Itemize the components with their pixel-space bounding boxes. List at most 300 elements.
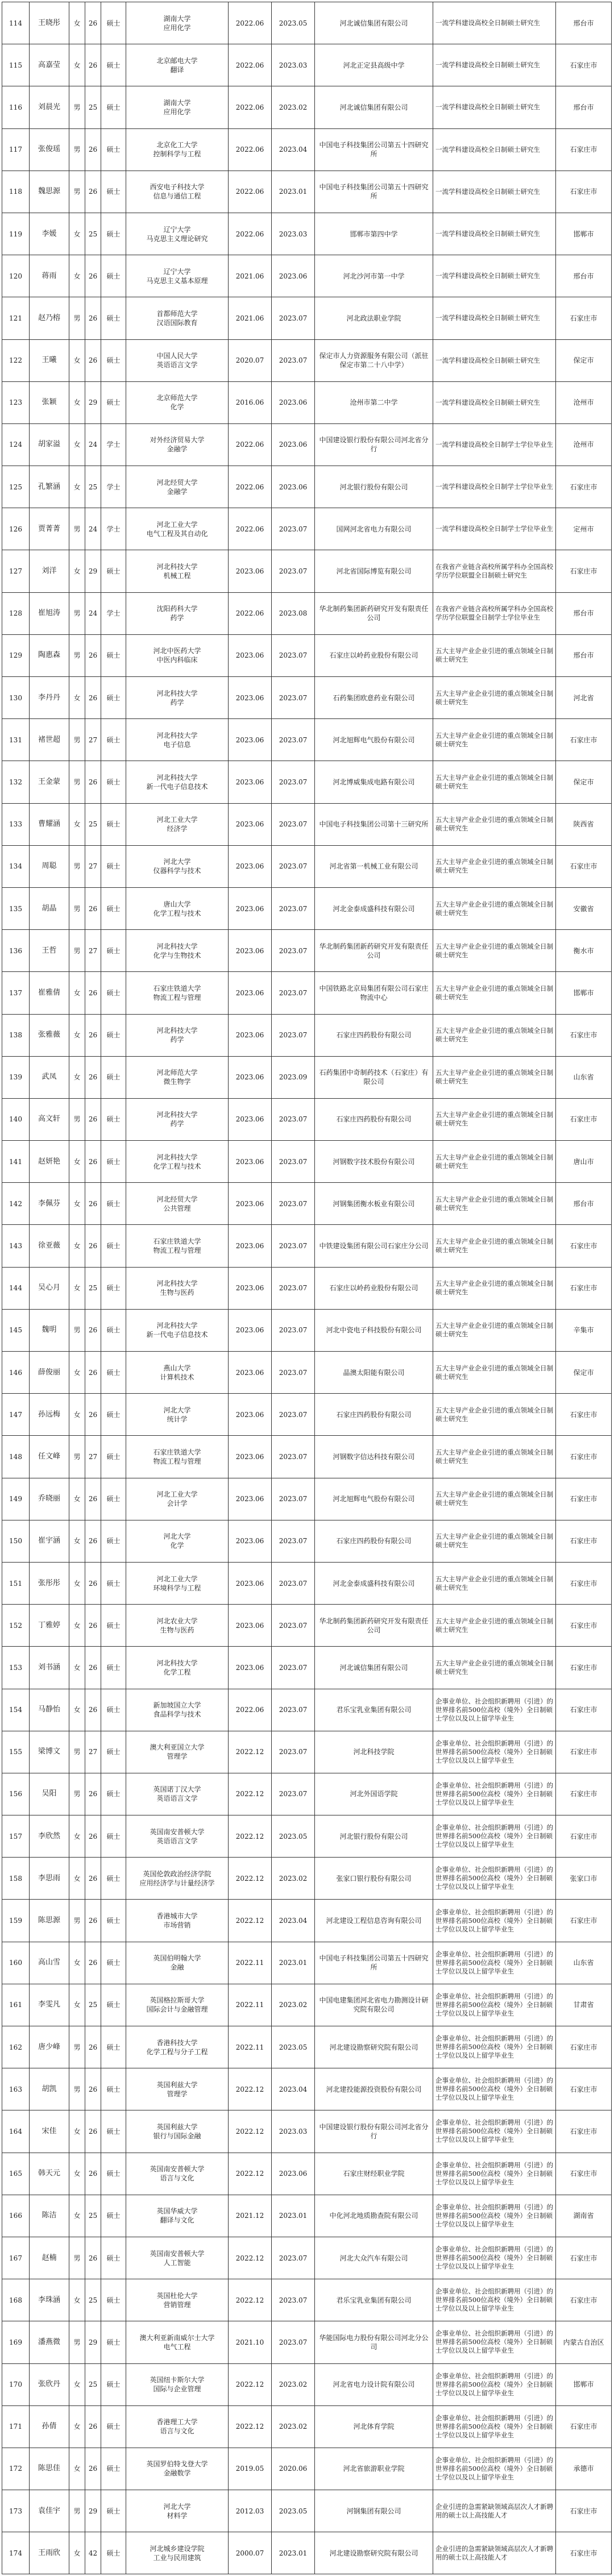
graduation-date: 2022.06 — [229, 128, 272, 171]
degree: 硕士 — [101, 1520, 126, 1562]
row-index: 131 — [2, 719, 30, 761]
talent-category: 五大主导产业企业引进的重点领域全日制硕士研究生 — [433, 1520, 556, 1562]
talent-category: 五大主导产业企业引进的重点领域全日制硕士研究生 — [433, 1309, 556, 1351]
degree: 硕士 — [101, 887, 126, 929]
employer: 君乐宝乳业集团有限公司 — [315, 1689, 433, 1731]
talent-category: 一流学科建设高校全日制硕士研究生 — [433, 171, 556, 213]
employer: 河北建设勘察研究院有限公司 — [315, 2532, 433, 2574]
employer: 华北制药集团新药研究开发有限责任公司 — [315, 592, 433, 634]
talent-category: 企事业单位、社会组织新聘用（引进）的世界排名前500位高校（境外）全日制硕士学位以及以上留学毕业生 — [433, 1858, 556, 1900]
age: 26 — [85, 2405, 101, 2448]
origin-place: 邯郸市 — [556, 972, 612, 1014]
degree: 学士 — [101, 592, 126, 634]
person-name: 李媛 — [30, 213, 69, 255]
table-row — [2, 508, 612, 550]
row-index: 125 — [2, 466, 30, 508]
gender: 女 — [69, 1562, 85, 1604]
person-name: 袁佳宇 — [30, 2490, 69, 2532]
age: 27 — [85, 1731, 101, 1773]
hire-date: 2023.07 — [272, 1309, 315, 1351]
gender: 男 — [69, 1436, 85, 1478]
graduation-date: 2023.06 — [229, 887, 272, 929]
gender: 女 — [69, 1225, 85, 1267]
degree: 硕士 — [101, 1141, 126, 1183]
gender: 男 — [69, 2321, 85, 2363]
employer: 河北大众汽车有限公司 — [315, 2237, 433, 2279]
age: 26 — [85, 2448, 101, 2490]
gender: 女 — [69, 1014, 85, 1056]
table-row — [2, 1436, 612, 1478]
school-major: 英国伯明翰大学 金融 — [126, 1942, 229, 1984]
degree: 硕士 — [101, 2279, 126, 2321]
table-row — [2, 2405, 612, 2448]
degree: 硕士 — [101, 1394, 126, 1436]
row-index: 129 — [2, 634, 30, 676]
graduation-date: 2023.06 — [229, 550, 272, 592]
school-major: 英国南安普顿大学 英语语言文学 — [126, 1815, 229, 1858]
school-major: 河北科技大学 生物与医药 — [126, 1267, 229, 1309]
school-major: 首都师范大学 汉语国际教育 — [126, 297, 229, 339]
age: 26 — [85, 1562, 101, 1604]
age: 26 — [85, 1056, 101, 1098]
employer: 河北建设工程信息咨询有限公司 — [315, 1900, 433, 1942]
degree: 硕士 — [101, 2195, 126, 2237]
gender: 男 — [69, 508, 85, 550]
degree: 硕士 — [101, 1183, 126, 1225]
employer: 河北旭辉电气股份有限公司 — [315, 719, 433, 761]
graduation-date: 2022.12 — [229, 1858, 272, 1900]
table-row — [2, 1014, 612, 1056]
age: 26 — [85, 171, 101, 213]
hire-date: 2023.01 — [272, 2195, 315, 2237]
degree: 硕士 — [101, 2448, 126, 2490]
degree: 学士 — [101, 508, 126, 550]
school-major: 河北工业大学 会计学 — [126, 1478, 229, 1520]
talent-category: 一流学科建设高校全日制学士学位毕业生 — [433, 423, 556, 466]
gender: 男 — [69, 171, 85, 213]
graduation-date: 2022.06 — [229, 171, 272, 213]
hire-date: 2023.07 — [272, 508, 315, 550]
hire-date: 2023.07 — [272, 1225, 315, 1267]
school-major: 英国华威大学 翻译与文化 — [126, 2195, 229, 2237]
employer: 华北制药集团新药研究开发有限责任公司 — [315, 930, 433, 972]
person-name: 张欣丹 — [30, 2363, 69, 2405]
hire-date: 2023.07 — [272, 887, 315, 929]
talent-category: 一流学科建设高校全日制硕士研究生 — [433, 2, 556, 44]
origin-place: 石家庄市 — [556, 2237, 612, 2279]
school-major: 英国杜伦大学 营销管理 — [126, 2279, 229, 2321]
age: 25 — [85, 213, 101, 255]
graduation-date: 2021.10 — [229, 2321, 272, 2363]
degree: 硕士 — [101, 1858, 126, 1900]
hire-date: 2023.02 — [272, 1858, 315, 1900]
table-row — [2, 2279, 612, 2321]
origin-place: 石家庄市 — [556, 1267, 612, 1309]
hire-date: 2023.07 — [272, 1731, 315, 1773]
person-name: 蒋雨 — [30, 255, 69, 297]
degree: 硕士 — [101, 634, 126, 676]
talent-category: 一流学科建设高校全日制学士学位毕业生 — [433, 508, 556, 550]
gender: 女 — [69, 381, 85, 423]
school-major: 英国南安普顿大学 人工智能 — [126, 2237, 229, 2279]
talent-category: 五大主导产业企业引进的重点领域全日制硕士研究生 — [433, 1141, 556, 1183]
table-row — [2, 845, 612, 887]
talent-category: 企事业单位、社会组织新聘用（引进）的世界排名前500位高校（境外）全日制硕士学位以及以上留学毕业生 — [433, 1900, 556, 1942]
origin-place: 石家庄市 — [556, 128, 612, 171]
school-major: 河北科技大学 药学 — [126, 1098, 229, 1140]
hire-date: 2023.04 — [272, 2068, 315, 2110]
row-index: 163 — [2, 2068, 30, 2110]
employer: 河北建投能源投资股份有限公司 — [315, 2068, 433, 2110]
table-row — [2, 2532, 612, 2574]
degree: 硕士 — [101, 761, 126, 803]
gender: 女 — [69, 972, 85, 1014]
age: 26 — [85, 2026, 101, 2068]
gender: 女 — [69, 803, 85, 845]
age: 26 — [85, 1647, 101, 1689]
age: 25 — [85, 803, 101, 845]
employer: 河北金泰成盛科技有限公司 — [315, 1562, 433, 1604]
talent-category: 五大主导产业企业引进的重点领域全日制硕士研究生 — [433, 1352, 556, 1394]
graduation-date: 2022.11 — [229, 2026, 272, 2068]
employer: 石家庄四药股份有限公司 — [315, 1520, 433, 1562]
gender: 男 — [69, 887, 85, 929]
age: 25 — [85, 86, 101, 128]
row-index: 154 — [2, 1689, 30, 1731]
talent-category: 企事业单位、社会组织新聘用（引进）的世界排名前500位高校（境外）全日制硕士学位以及以上留学毕业生 — [433, 2321, 556, 2363]
graduation-date: 2022.11 — [229, 1984, 272, 2026]
person-name: 刘书涵 — [30, 1647, 69, 1689]
age: 26 — [85, 1141, 101, 1183]
degree: 硕士 — [101, 381, 126, 423]
person-name: 陈洁 — [30, 2195, 69, 2237]
table-row — [2, 1520, 612, 1562]
talent-category: 企事业单位、社会组织新聘用（引进）的世界排名前500位高校（境外）全日制硕士学位以及以上留学毕业生 — [433, 1815, 556, 1858]
degree: 硕士 — [101, 1352, 126, 1394]
origin-place: 衡水市 — [556, 930, 612, 972]
row-index: 115 — [2, 44, 30, 86]
degree: 硕士 — [101, 1267, 126, 1309]
graduation-date: 2022.06 — [229, 508, 272, 550]
table-row — [2, 550, 612, 592]
age: 26 — [85, 1309, 101, 1351]
degree: 学士 — [101, 466, 126, 508]
hire-date: 2023.06 — [272, 381, 315, 423]
person-name: 李欣然 — [30, 1815, 69, 1858]
talent-category: 在我省产业链含高校所属学科办全国高校学历学位联盟全日制硕士研究生 — [433, 550, 556, 592]
table-row — [2, 2, 612, 44]
age: 29 — [85, 381, 101, 423]
talent-category: 五大主导产业企业引进的重点领域全日制硕士研究生 — [433, 930, 556, 972]
graduation-date: 2019.05 — [229, 2448, 272, 2490]
age: 26 — [85, 1942, 101, 1984]
origin-place: 石家庄市 — [556, 2153, 612, 2195]
talent-category: 五大主导产业企业引进的重点领域全日制硕士研究生 — [433, 1183, 556, 1225]
talent-category: 五大主导产业企业引进的重点领域全日制硕士研究生 — [433, 845, 556, 887]
origin-place: 石家庄市 — [556, 1647, 612, 1689]
school-major: 澳大利亚国立大学 管理学 — [126, 1731, 229, 1773]
talent-category: 企事业单位、社会组织新聘用（引进）的世界排名前500位高校（境外）全日制硕士学位以及以上留学毕业生 — [433, 1773, 556, 1815]
age: 26 — [85, 1520, 101, 1562]
degree: 学士 — [101, 423, 126, 466]
employer: 河钢数字技术股份有限公司 — [315, 1141, 433, 1183]
hire-date: 2023.07 — [272, 1014, 315, 1056]
person-name: 李珠涵 — [30, 2279, 69, 2321]
graduation-date: 2022.12 — [229, 1900, 272, 1942]
age: 26 — [85, 1478, 101, 1520]
school-major: 河北大学 化学 — [126, 1520, 229, 1562]
hire-date: 2023.07 — [272, 1605, 315, 1647]
age: 26 — [85, 2, 101, 44]
talent-category: 企事业单位、社会组织新聘用（引进）的世界排名前500位高校（境外）全日制硕士学位以及以上留学毕业生 — [433, 1689, 556, 1731]
row-index: 117 — [2, 128, 30, 171]
person-name: 梁博文 — [30, 1731, 69, 1773]
row-index: 119 — [2, 213, 30, 255]
origin-place: 石家庄市 — [556, 171, 612, 213]
row-index: 118 — [2, 171, 30, 213]
origin-place: 石家庄市 — [556, 1520, 612, 1562]
degree: 硕士 — [101, 1815, 126, 1858]
graduation-date: 2023.06 — [229, 930, 272, 972]
school-major: 河北科技大学 新一代电子信息技术 — [126, 1309, 229, 1351]
table-row — [2, 719, 612, 761]
employer: 石家庄四药股份有限公司 — [315, 1098, 433, 1140]
talent-category: 企业引进的急需紧缺领域高层次人才新聘用的硕士以上高技能人才 — [433, 2490, 556, 2532]
degree: 硕士 — [101, 2068, 126, 2110]
graduation-date: 2023.06 — [229, 761, 272, 803]
origin-place: 邢台市 — [556, 2, 612, 44]
school-major: 英国利兹大学 管理学 — [126, 2068, 229, 2110]
table-row — [2, 1141, 612, 1183]
table-row — [2, 86, 612, 128]
employer: 河北中瓷电子科技股份有限公司 — [315, 1309, 433, 1351]
person-name: 赵妍艳 — [30, 1141, 69, 1183]
origin-place: 唐山市 — [556, 1141, 612, 1183]
graduation-date: 2023.06 — [229, 677, 272, 719]
employer: 河北银行股份有限公司 — [315, 466, 433, 508]
talent-category: 一流学科建设高校全日制硕士研究生 — [433, 44, 556, 86]
table-row — [2, 1478, 612, 1520]
graduation-date: 2022.12 — [229, 2237, 272, 2279]
hire-date: 2023.01 — [272, 1942, 315, 1984]
talent-category: 五大主导产业企业引进的重点领域全日制硕士研究生 — [433, 1056, 556, 1098]
school-major: 英国南安普顿大学 语言与文化 — [126, 2153, 229, 2195]
graduation-date: 2012.03 — [229, 2490, 272, 2532]
person-name: 潘燕微 — [30, 2321, 69, 2363]
gender: 女 — [69, 423, 85, 466]
hire-date: 2023.07 — [272, 1689, 315, 1731]
table-row — [2, 592, 612, 634]
person-name: 崔宇涵 — [30, 1520, 69, 1562]
age: 24 — [85, 592, 101, 634]
origin-place: 甘肃省 — [556, 1984, 612, 2026]
school-major: 河北科技大学 药学 — [126, 677, 229, 719]
row-index: 146 — [2, 1352, 30, 1394]
school-major: 石家庄铁道大学 物流工程与管理 — [126, 1436, 229, 1478]
age: 26 — [85, 44, 101, 86]
gender: 男 — [69, 761, 85, 803]
degree: 硕士 — [101, 2532, 126, 2574]
employer: 中国铁路北京局集团有限公司石家庄物流中心 — [315, 972, 433, 1014]
talent-category: 五大主导产业企业引进的重点领域全日制硕士研究生 — [433, 1267, 556, 1309]
origin-place: 石家庄市 — [556, 2405, 612, 2448]
talent-category: 五大主导产业企业引进的重点领域全日制硕士研究生 — [433, 1098, 556, 1140]
school-major: 香港科技大学 化学工程与分子工程 — [126, 2026, 229, 2068]
hire-date: 2023.02 — [272, 2363, 315, 2405]
age: 26 — [85, 634, 101, 676]
row-index: 150 — [2, 1520, 30, 1562]
talent-category: 五大主导产业企业引进的重点领域全日制硕士研究生 — [433, 1647, 556, 1689]
school-major: 河北工业大学 电气工程及其自动化 — [126, 508, 229, 550]
graduation-date: 2022.12 — [229, 2405, 272, 2448]
talent-category: 五大主导产业企业引进的重点领域全日制硕士研究生 — [433, 761, 556, 803]
degree: 硕士 — [101, 930, 126, 972]
degree: 硕士 — [101, 2237, 126, 2279]
table-row — [2, 1309, 612, 1351]
school-major: 石家庄铁道大学 物流工程与管理 — [126, 972, 229, 1014]
age: 26 — [85, 1858, 101, 1900]
degree: 硕士 — [101, 1562, 126, 1604]
gender: 女 — [69, 1858, 85, 1900]
gender: 男 — [69, 845, 85, 887]
table-row — [2, 2068, 612, 2110]
hire-date: 2023.01 — [272, 2532, 315, 2574]
school-major: 辽宁大学 马克思主义基本原理 — [126, 255, 229, 297]
hire-date: 2020.06 — [272, 2448, 315, 2490]
table-row — [2, 1647, 612, 1689]
table-row — [2, 381, 612, 423]
age: 26 — [85, 761, 101, 803]
gender: 女 — [69, 1605, 85, 1647]
person-name: 高文轩 — [30, 1098, 69, 1140]
employer: 河北省国际博览有限公司 — [315, 550, 433, 592]
gender: 男 — [69, 930, 85, 972]
employer: 河北旭辉电气股份有限公司 — [315, 1478, 433, 1520]
table-row — [2, 1562, 612, 1604]
graduation-date: 2022.12 — [229, 2279, 272, 2321]
talent-category: 企事业单位、社会组织新聘用（引进）的世界排名前500位高校（境外）全日制硕士学位以及以上留学毕业生 — [433, 2237, 556, 2279]
table-row — [2, 1984, 612, 2026]
school-major: 河北工业大学 经济学 — [126, 803, 229, 845]
row-index: 147 — [2, 1394, 30, 1436]
origin-place: 石家庄市 — [556, 1394, 612, 1436]
graduation-date: 2023.06 — [229, 1352, 272, 1394]
table-row — [2, 1858, 612, 1900]
graduation-date: 2023.06 — [229, 1520, 272, 1562]
employer: 张家口银行股份有限公司 — [315, 1858, 433, 1900]
gender: 女 — [69, 2110, 85, 2153]
degree: 硕士 — [101, 339, 126, 381]
row-index: 148 — [2, 1436, 30, 1478]
row-index: 123 — [2, 381, 30, 423]
gender: 女 — [69, 255, 85, 297]
age: 26 — [85, 255, 101, 297]
table-row — [2, 887, 612, 929]
row-index: 170 — [2, 2363, 30, 2405]
row-index: 166 — [2, 2195, 30, 2237]
employer: 中国电子科技集团公司第五十四研究所 — [315, 128, 433, 171]
gender: 女 — [69, 1183, 85, 1225]
age: 42 — [85, 2532, 101, 2574]
person-name: 王曦 — [30, 339, 69, 381]
row-index: 134 — [2, 845, 30, 887]
table-row — [2, 1183, 612, 1225]
employer: 华北制药集团新药研究开发有限责任公司 — [315, 1605, 433, 1647]
school-major: 湖南大学 应用化学 — [126, 2, 229, 44]
gender: 男 — [69, 2490, 85, 2532]
table-row — [2, 1098, 612, 1140]
school-major: 河北师范大学 微生物学 — [126, 1056, 229, 1098]
degree: 硕士 — [101, 1900, 126, 1942]
school-major: 香港理工大学 语言与文化 — [126, 2405, 229, 2448]
hire-date: 2023.06 — [272, 255, 315, 297]
origin-place: 安徽省 — [556, 887, 612, 929]
row-index: 120 — [2, 255, 30, 297]
origin-place: 邢台市 — [556, 255, 612, 297]
employer: 石家庄四药股份有限公司 — [315, 1394, 433, 1436]
employer: 河钢集团衡水板业有限公司 — [315, 1183, 433, 1225]
degree: 硕士 — [101, 1605, 126, 1647]
employer: 河北建设勘察研究院有限公司 — [315, 2026, 433, 2068]
origin-place: 石家庄市 — [556, 550, 612, 592]
table-row — [2, 2490, 612, 2532]
employer: 河北诚信集团有限公司 — [315, 2, 433, 44]
graduation-date: 2023.06 — [229, 1056, 272, 1098]
row-index: 172 — [2, 2448, 30, 2490]
degree: 硕士 — [101, 2321, 126, 2363]
origin-place: 石家庄市 — [556, 44, 612, 86]
age: 24 — [85, 423, 101, 466]
employer: 河北科技学院 — [315, 1731, 433, 1773]
person-name: 武凤 — [30, 1056, 69, 1098]
row-index: 164 — [2, 2110, 30, 2153]
person-name: 张彤彤 — [30, 1562, 69, 1604]
degree: 硕士 — [101, 1984, 126, 2026]
talent-category: 企事业单位、社会组织新聘用（引进）的世界排名前500位高校（境外）全日制硕士学位以及以上留学毕业生 — [433, 2195, 556, 2237]
gender: 女 — [69, 2279, 85, 2321]
gender: 女 — [69, 2153, 85, 2195]
origin-place: 邢台市 — [556, 634, 612, 676]
person-name: 周聪 — [30, 845, 69, 887]
table-row — [2, 1267, 612, 1309]
employer: 河北省电力设计院有限公司 — [315, 2363, 433, 2405]
degree: 硕士 — [101, 845, 126, 887]
degree: 硕士 — [101, 2153, 126, 2195]
origin-place: 山东省 — [556, 1056, 612, 1098]
hire-date: 2023.07 — [272, 1647, 315, 1689]
hire-date: 2023.02 — [272, 86, 315, 128]
age: 27 — [85, 719, 101, 761]
person-name: 孙远梅 — [30, 1394, 69, 1436]
table-row — [2, 297, 612, 339]
row-index: 142 — [2, 1183, 30, 1225]
row-index: 141 — [2, 1141, 30, 1183]
table-row — [2, 1942, 612, 1984]
school-major: 北京化工大学 控制科学与工程 — [126, 128, 229, 171]
talent-category: 企事业单位、社会组织新聘用（引进）的世界排名前500位高校（境外）全日制硕士学位以及以上留学毕业生 — [433, 2110, 556, 2153]
gender: 男 — [69, 2026, 85, 2068]
hire-date: 2023.07 — [272, 1183, 315, 1225]
graduation-date: 2022.06 — [229, 213, 272, 255]
graduation-date: 2022.12 — [229, 1731, 272, 1773]
row-index: 165 — [2, 2153, 30, 2195]
talent-category: 五大主导产业企业引进的重点领域全日制硕士研究生 — [433, 1562, 556, 1604]
school-major: 对外经济贸易大学 金融学 — [126, 423, 229, 466]
graduation-date: 2022.06 — [229, 423, 272, 466]
degree: 硕士 — [101, 2110, 126, 2153]
table-row — [2, 930, 612, 972]
row-index: 160 — [2, 1942, 30, 1984]
